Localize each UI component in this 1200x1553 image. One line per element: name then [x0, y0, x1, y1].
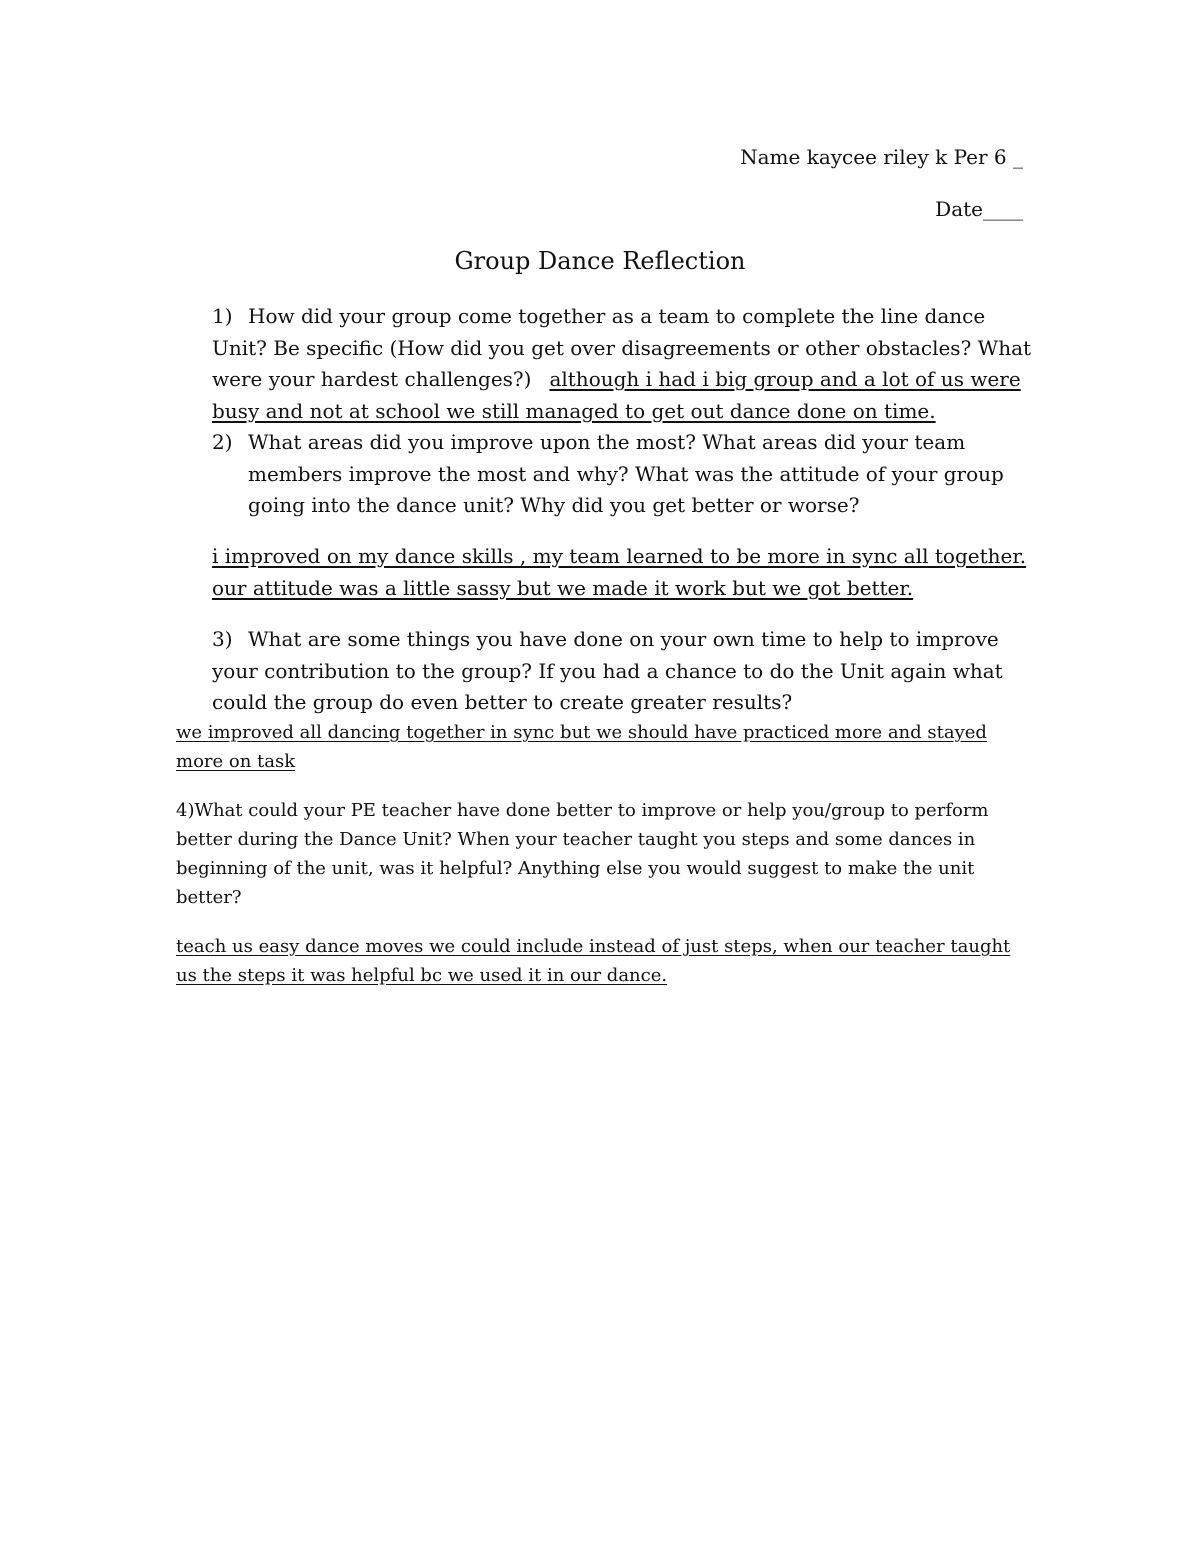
question-1-number: 1): [212, 304, 233, 328]
question-3-line-1: 3) What are some things you have done on your own time to help to improve: [212, 627, 999, 651]
question-1-line-1: 1) How did your group come together as a team to complete the line dance: [212, 304, 986, 328]
question-4-line-4: better?: [176, 887, 242, 908]
question-2-line-3: going into the dance unit? Why did you get better or worse?: [248, 493, 860, 517]
page-title: Group Dance Reflection: [454, 247, 746, 275]
answer-2-line-1: i improved on my dance skills , my team learned to be more in sync all together.: [212, 544, 1027, 568]
question-2-line-1: 2) What areas did you improve upon the most? What areas did your team: [212, 430, 966, 454]
answer-3-line-1: we improved all dancing together in sync but we should have practiced more and stayed: [176, 722, 987, 743]
question-4-line-1: 4)What could your PE teacher have done better to improve or help you/group to perform: [176, 800, 989, 821]
answer-2-line-2: our attitude was a little sassy but we made it work but we got better.: [212, 576, 914, 600]
answer-1-line-1: although i had i big group and a lot of us were: [549, 367, 1021, 391]
question-2-line-2: members improve the most and why? What was the attitude of your group: [248, 462, 1004, 486]
answer-4-line-2: us the steps it was helpful bc we used it in our dance.: [176, 965, 668, 986]
question-3-line-3: could the group do even better to create greater results?: [212, 690, 793, 714]
question-2-number: 2): [212, 430, 233, 454]
question-4-line-3: beginning of the unit, was it helpful? Anything else you would suggest to make the unit: [176, 858, 975, 879]
question-1-line-2: Unit? Be specific (How did you get over disagreements or other obstacles? What: [212, 336, 1032, 360]
question-4-line-2: better during the Dance Unit? When your teacher taught you steps and some dances in: [176, 829, 976, 850]
question-3-number: 3): [212, 627, 233, 651]
answer-1-line-2: busy and not at school we still managed to get out dance done on time.: [212, 399, 936, 423]
answer-3-line-2: more on task: [176, 751, 296, 772]
question-1-line-3: were your hardest challenges?) although i had i big group and a lot of us were: [212, 367, 1021, 391]
question-3-line-2: your contribution to the group? If you had a chance to do the Unit again what: [212, 659, 1003, 683]
date-line: Date____: [935, 197, 1023, 221]
name-period-line: Name kaycee riley k Per 6 _: [740, 145, 1023, 169]
answer-4-line-1: teach us easy dance moves we could include instead of just steps, when our teacher taught: [176, 936, 1011, 957]
